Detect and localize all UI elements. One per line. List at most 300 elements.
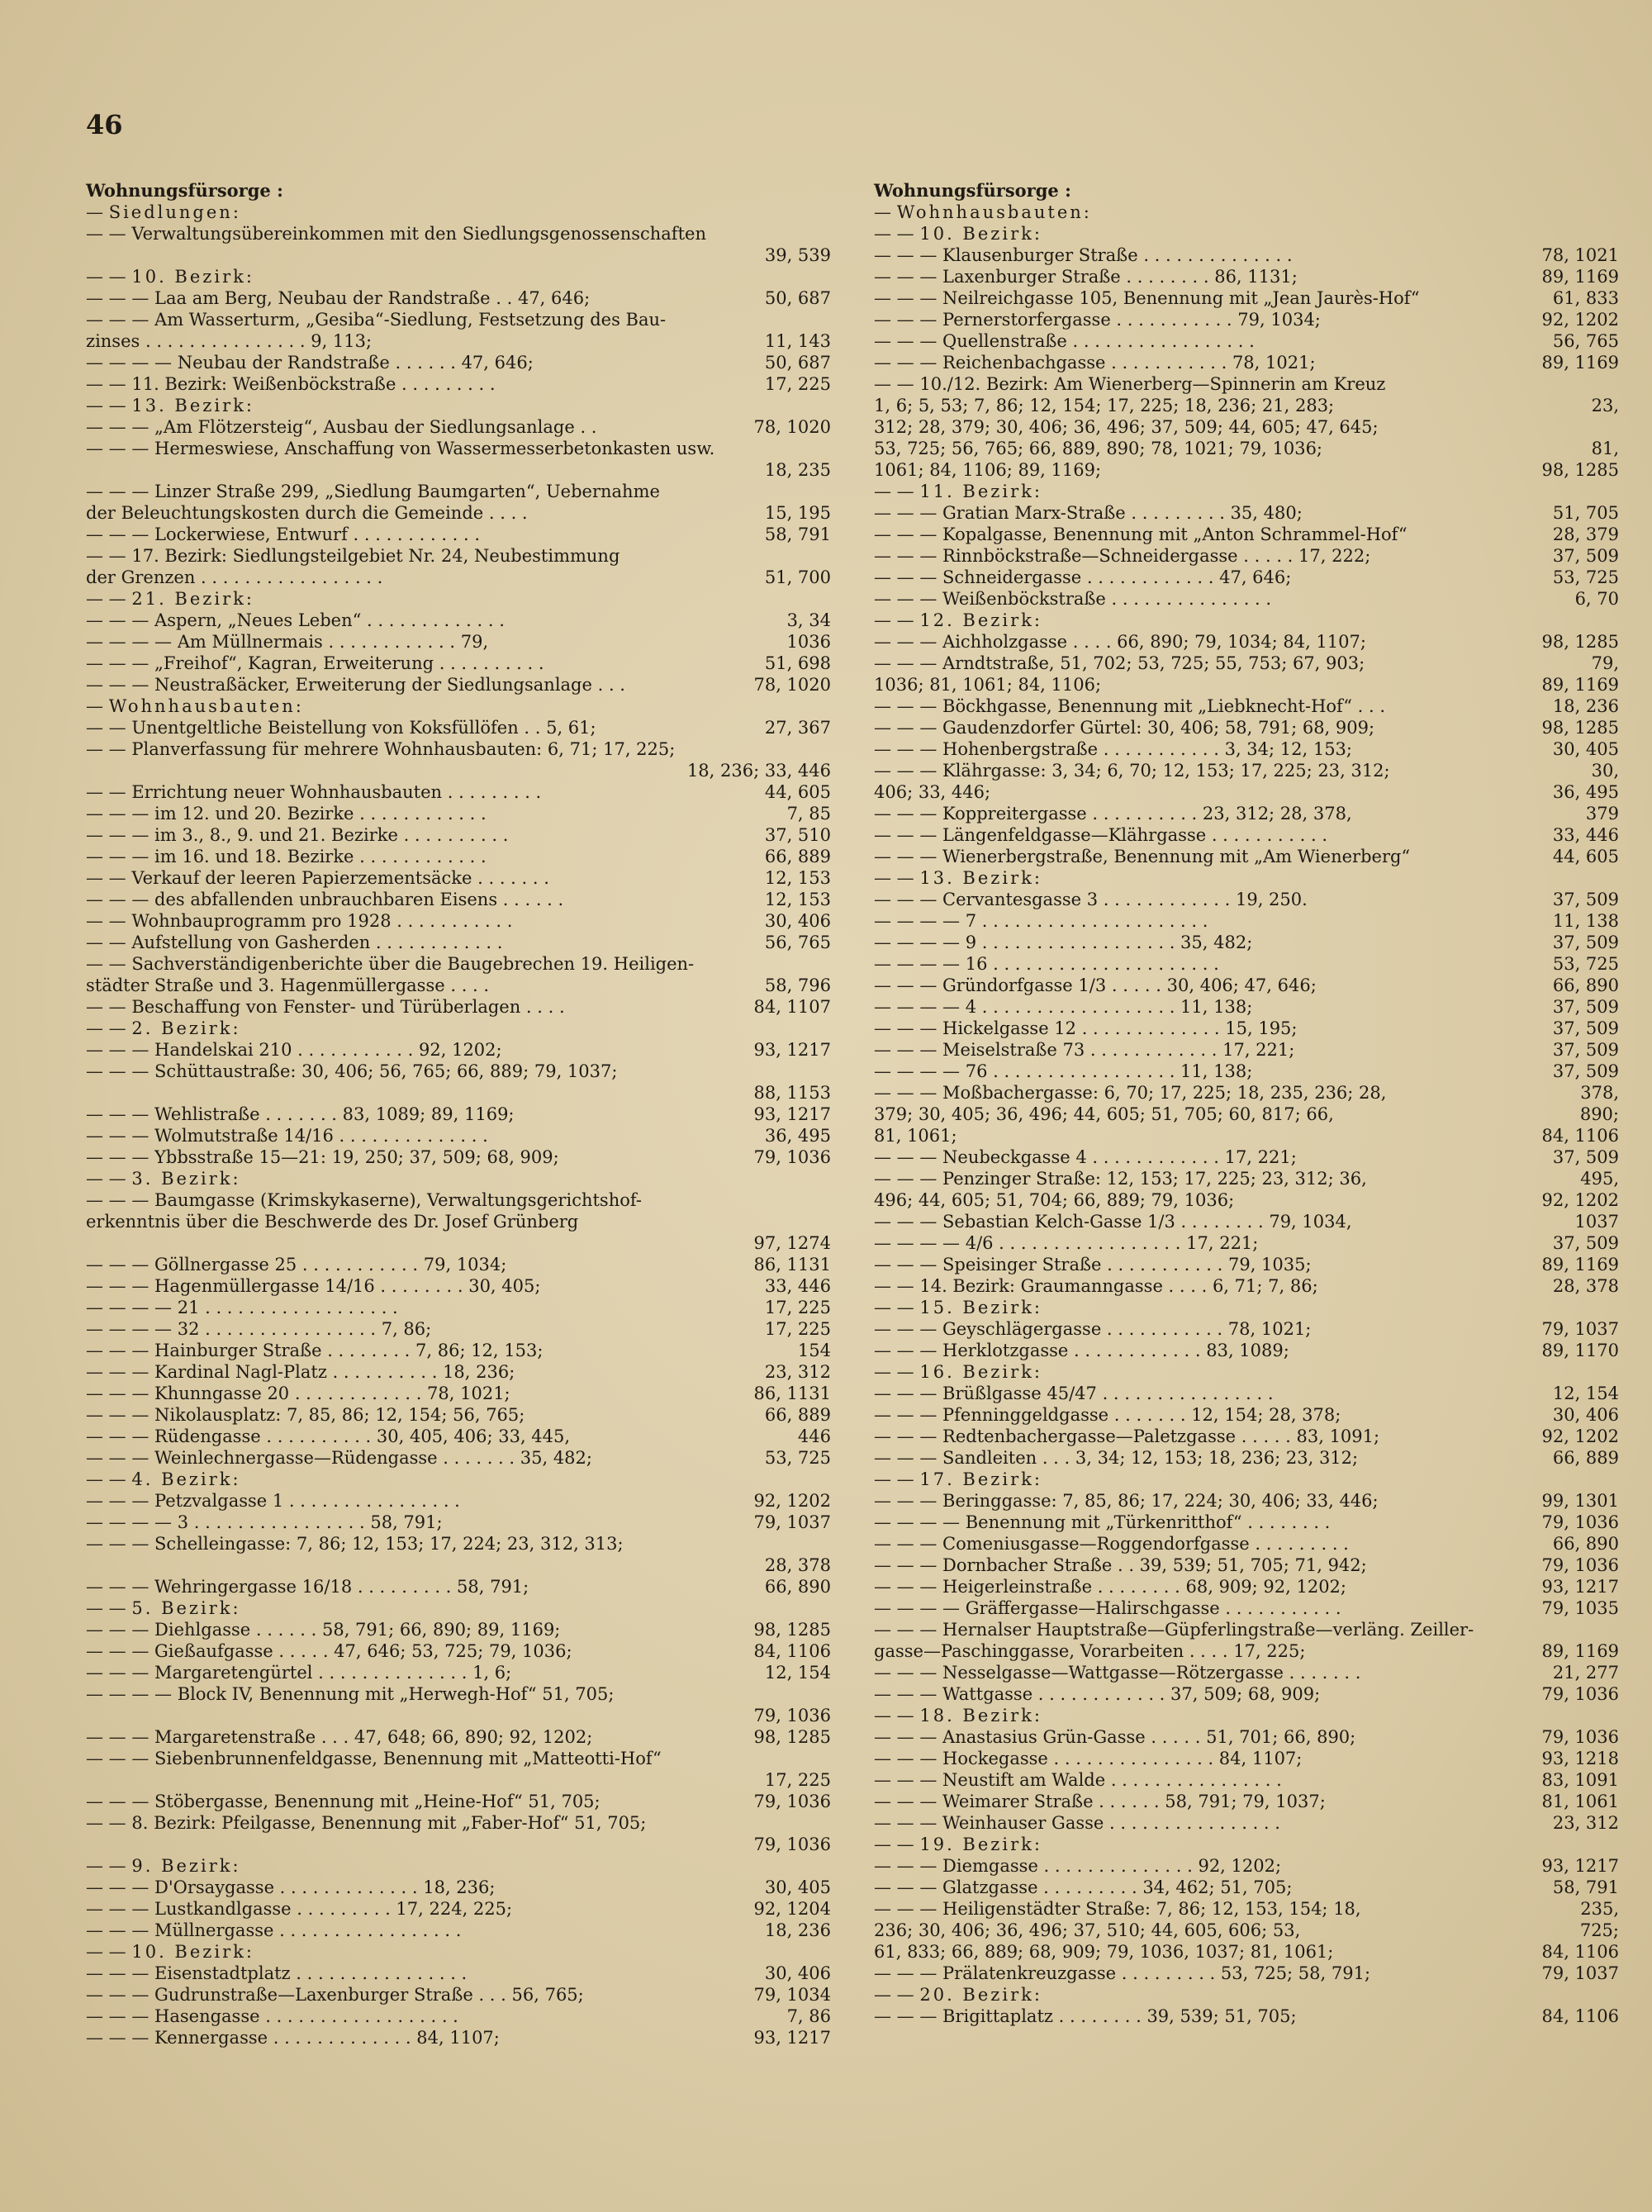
index-entry bbox=[86, 1769, 831, 1791]
entry-reference: 30, 406 bbox=[764, 1963, 831, 1983]
index-entry bbox=[86, 781, 831, 803]
entry-text: Brüßlgasse 45/47 . . . . . . . . . . . . . . . . bbox=[942, 1384, 1274, 1403]
entry-reference: 66, 889 bbox=[764, 847, 831, 866]
index-columns bbox=[86, 180, 1619, 2048]
index-entry bbox=[874, 1447, 1619, 1469]
entry-dashes: — — — bbox=[874, 288, 943, 308]
entry-text: Wohnbauprogramm pro 1928 . . . . . . . . . . . bbox=[131, 911, 513, 931]
index-entry bbox=[86, 309, 831, 330]
entry-reference: 92, 1202 bbox=[1541, 310, 1619, 330]
entry-reference: 18, 236; 33, 446 bbox=[686, 761, 831, 781]
entry-reference: 84, 1106 bbox=[1541, 1126, 1619, 1146]
index-entry bbox=[874, 1340, 1619, 1361]
index-entry bbox=[874, 202, 1619, 223]
entry-reference: 6, 70 bbox=[1574, 589, 1619, 609]
entry-dashes: — bbox=[86, 202, 109, 222]
entry-dashes: — — bbox=[86, 739, 132, 759]
entry-reference: 79, 1037 bbox=[1541, 1319, 1619, 1339]
index-entry bbox=[86, 1662, 831, 1683]
entry-text: Laxenburger Straße . . . . . . . . 86, 1131; bbox=[942, 267, 1298, 287]
entry-text: 21 . . . . . . . . . . . . . . . . . . bbox=[177, 1298, 398, 1317]
index-entry bbox=[874, 846, 1619, 867]
entry-text: 11. Bezirk: Weißenböckstraße . . . . . . . . . bbox=[131, 374, 496, 394]
entry-dashes: — — — bbox=[86, 1255, 155, 1275]
entry-dashes: — — — bbox=[874, 1770, 943, 1790]
entry-text: Khunngasse 20 . . . . . . . . . . . . 78, 1021; bbox=[154, 1384, 510, 1403]
entry-dashes: — — — bbox=[86, 610, 155, 630]
entry-dashes: — — — bbox=[86, 1448, 155, 1468]
entry-dashes: — — — bbox=[86, 525, 155, 544]
entry-text: des abfallenden unbrauchbaren Eisens . . . . . . bbox=[154, 890, 564, 909]
entry-dashes: — — bbox=[86, 868, 132, 888]
entry-dashes: — — — bbox=[86, 1663, 155, 1683]
entry-text: „Am Flötzersteig“, Ausbau der Siedlungsanlage . . bbox=[154, 417, 597, 437]
entry-reference: 79, 1036 bbox=[753, 1835, 831, 1854]
entry-text: Aufstellung von Gasherden . . . . . . . . . . . . bbox=[131, 933, 503, 952]
entry-text: Am Wasserturm, „Gesiba“-Siedlung, Festsetzung des Bau- bbox=[154, 310, 667, 330]
entry-text: Gratian Marx-Straße . . . . . . . . . 35, 480; bbox=[942, 503, 1303, 523]
entry-reference: 98, 1285 bbox=[1541, 632, 1619, 652]
entry-reference: 79, bbox=[1591, 653, 1619, 673]
entry-text: 9 . . . . . . . . . . . . . . . . . . 35, 482; bbox=[965, 933, 1253, 952]
index-entry bbox=[86, 760, 831, 781]
entry-dashes: — — — bbox=[874, 696, 943, 716]
entry-reference: 18, 235 bbox=[764, 460, 831, 480]
entry-text: Gräffergasse—Halirschgasse . . . . . . . . . . . bbox=[965, 1598, 1341, 1618]
entry-reference: 89, 1169 bbox=[1541, 1641, 1619, 1661]
entry-dashes: — — bbox=[86, 224, 132, 244]
entry-dashes: — — — bbox=[874, 1319, 943, 1339]
entry-text: Pfenninggeldgasse . . . . . . . 12, 154; 28, 378; bbox=[942, 1405, 1341, 1425]
index-entry bbox=[874, 1533, 1619, 1555]
entry-text: Hockegasse . . . . . . . . . . . . . . . 84, 1107; bbox=[942, 1749, 1303, 1768]
entry-text: 4/6 . . . . . . . . . . . . . . . . . 17, 221; bbox=[965, 1233, 1259, 1253]
index-entry bbox=[874, 395, 1619, 416]
entry-reference: 58, 791 bbox=[764, 525, 831, 544]
entry-dashes: — — — bbox=[874, 503, 943, 523]
entry-dashes: — — — bbox=[874, 1448, 943, 1468]
entry-reference: 79, 1036 bbox=[1541, 1555, 1619, 1575]
entry-reference: 89, 1169 bbox=[1541, 1255, 1619, 1275]
entry-reference: 27, 367 bbox=[764, 718, 831, 738]
entry-text: Klährgasse: 3, 34; 6, 70; 12, 153; 17, 225; 23, 312; bbox=[942, 761, 1390, 781]
entry-reference: 66, 890 bbox=[1552, 975, 1619, 995]
entry-text: gasse—Paschinggasse, Vorarbeiten . . . . 17, 225; bbox=[874, 1641, 1306, 1661]
entry-reference: 725; bbox=[1579, 1920, 1619, 1940]
index-entry bbox=[86, 996, 831, 1018]
entry-text: 16. Bezirk: bbox=[919, 1362, 1042, 1382]
index-entry bbox=[86, 1963, 831, 1984]
entry-reference: 23, bbox=[1591, 396, 1619, 415]
entry-reference: 78, 1020 bbox=[753, 417, 831, 437]
entry-text: Moßbachergasse: 6, 70; 17, 225; 18, 235, 236; 28, bbox=[942, 1083, 1387, 1103]
entry-reference: 89, 1169 bbox=[1541, 675, 1619, 695]
entry-dashes: — — — bbox=[874, 1083, 943, 1103]
index-entry bbox=[874, 1039, 1619, 1061]
index-entry bbox=[874, 1426, 1619, 1447]
entry-dashes: — — — bbox=[874, 1212, 943, 1232]
entry-dashes: — — bbox=[86, 997, 132, 1017]
entry-text: 10. Bezirk: bbox=[919, 224, 1042, 244]
entry-text: Herklotzgasse . . . . . . . . . . . . 83, 1089; bbox=[942, 1341, 1289, 1360]
entry-reference: 30, 406 bbox=[1552, 1405, 1619, 1425]
index-entry bbox=[86, 395, 831, 416]
entry-text: Margaretenstraße . . . 47, 648; 66, 890; 92, 1202; bbox=[154, 1727, 593, 1747]
index-entry bbox=[86, 910, 831, 932]
index-entry bbox=[86, 438, 831, 459]
entry-text: Aspern, „Neues Leben“ . . . . . . . . . . . . . bbox=[154, 610, 505, 630]
entry-text: Lustkandlgasse . . . . . . . . . 17, 224, 225; bbox=[154, 1899, 513, 1919]
entry-text: Neubeckgasse 4 . . . . . . . . . . . . 17, 221; bbox=[942, 1147, 1297, 1167]
entry-text: Redtenbachergasse—Paletzgasse . . . . . 83, 1091; bbox=[942, 1426, 1380, 1446]
entry-text: Kopalgasse, Benennung mit „Anton Schrammel-Hof“ bbox=[942, 525, 1408, 544]
entry-dashes: — — bbox=[86, 589, 132, 609]
index-entry bbox=[86, 502, 831, 524]
entry-reference: 37, 509 bbox=[1552, 546, 1619, 566]
entry-reference: 12, 154 bbox=[764, 1663, 831, 1683]
index-entry bbox=[86, 1039, 831, 1061]
entry-text: 312; 28, 379; 30, 406; 36, 496; 37, 509; 44, 605; 47, 645; bbox=[874, 417, 1379, 437]
index-entry bbox=[874, 266, 1619, 287]
entry-text: Schneidergasse . . . . . . . . . . . . 47, 646; bbox=[942, 567, 1292, 587]
entry-text: Wolmutstraße 14/16 . . . . . . . . . . . . . . bbox=[154, 1126, 488, 1146]
entry-dashes: — — — bbox=[874, 245, 943, 265]
entry-text: 1036; 81, 1061; 84, 1106; bbox=[874, 675, 1102, 695]
entry-reference: 53, 725 bbox=[1552, 954, 1619, 974]
entry-text: Aichholzgasse . . . . 66, 890; 79, 1034; 84, 1107; bbox=[942, 632, 1366, 652]
entry-text: 7 . . . . . . . . . . . . . . . . . . . . . bbox=[965, 911, 1208, 931]
index-entry bbox=[86, 695, 831, 717]
entry-text: Penzinger Straße: 12, 153; 17, 225; 23, 312; 36, bbox=[942, 1169, 1367, 1189]
index-entry bbox=[874, 1748, 1619, 1769]
index-entry bbox=[86, 481, 831, 502]
entry-dashes: — — — bbox=[874, 1555, 943, 1575]
index-entry bbox=[86, 867, 831, 889]
entry-dashes: — — — bbox=[86, 1920, 155, 1940]
index-entry bbox=[874, 567, 1619, 588]
index-entry bbox=[874, 760, 1619, 781]
entry-text: 32 . . . . . . . . . . . . . . . . 7, 86; bbox=[177, 1319, 432, 1339]
entry-text: 379; 30, 405; 36, 496; 44, 605; 51, 705; 60, 817; 66, bbox=[874, 1104, 1334, 1124]
entry-reference: 17, 225 bbox=[764, 1319, 831, 1339]
entry-dashes: — — — — bbox=[86, 353, 178, 373]
entry-dashes: — — — bbox=[874, 1620, 943, 1640]
entry-reference: 88, 1153 bbox=[753, 1083, 831, 1103]
entry-text: zinses . . . . . . . . . . . . . . . 9, 113; bbox=[86, 331, 373, 351]
entry-text: Verkauf der leeren Papierzementsäcke . . . . . . . bbox=[131, 868, 549, 888]
entry-dashes: — — — bbox=[874, 267, 943, 287]
entry-reference: 92, 1202 bbox=[1541, 1426, 1619, 1446]
entry-text: D'Orsaygasse . . . . . . . . . . . . . 18, 236; bbox=[154, 1877, 496, 1897]
index-entry bbox=[86, 953, 831, 975]
index-entry bbox=[874, 1769, 1619, 1791]
entry-reference: 154 bbox=[797, 1341, 831, 1360]
index-entry bbox=[874, 309, 1619, 330]
entry-dashes: — — — — bbox=[86, 1319, 178, 1339]
entry-dashes: — — bbox=[874, 1985, 920, 2005]
entry-text: Reichenbachgasse . . . . . . . . . . . 78, 1021; bbox=[942, 353, 1316, 373]
entry-reference: 53, 725 bbox=[1552, 567, 1619, 587]
index-entry bbox=[874, 653, 1619, 674]
entry-dashes: — — — bbox=[86, 1405, 155, 1425]
entry-reference: 37, 509 bbox=[1552, 933, 1619, 952]
entry-text: Klausenburger Straße . . . . . . . . . . . . . . bbox=[942, 245, 1293, 265]
index-entry bbox=[86, 1791, 831, 1812]
entry-dashes: — — — bbox=[874, 1341, 943, 1360]
index-entry bbox=[86, 1146, 831, 1168]
index-entry bbox=[874, 1318, 1619, 1340]
entry-dashes: — bbox=[874, 202, 897, 222]
entry-dashes: — — — — bbox=[86, 632, 178, 652]
index-entry bbox=[86, 803, 831, 824]
entry-text: 17. Bezirk: bbox=[919, 1469, 1042, 1489]
entry-text: Diemgasse . . . . . . . . . . . . . . 92, 1202; bbox=[942, 1856, 1282, 1876]
index-entry bbox=[874, 438, 1619, 459]
entry-dashes: — — — bbox=[874, 1727, 943, 1747]
index-entry bbox=[86, 1748, 831, 1769]
index-entry bbox=[874, 1920, 1619, 1941]
page-number: 46 bbox=[86, 109, 123, 140]
index-entry bbox=[874, 910, 1619, 932]
entry-reference: 28, 378 bbox=[764, 1555, 831, 1575]
entry-text: Hickelgasse 12 . . . . . . . . . . . . . 15, 195; bbox=[942, 1018, 1298, 1038]
index-entry bbox=[874, 1834, 1619, 1855]
entry-reference: 93, 1217 bbox=[753, 2028, 831, 2048]
entry-reference: 7, 86 bbox=[786, 2006, 831, 2026]
entry-reference: 12, 153 bbox=[764, 890, 831, 909]
entry-dashes: — — — bbox=[86, 1985, 155, 2005]
entry-dashes: — — — — bbox=[86, 1512, 178, 1532]
index-entry bbox=[86, 1984, 831, 2006]
index-entry bbox=[874, 975, 1619, 996]
entry-reference: 7, 85 bbox=[786, 804, 831, 824]
entry-text: Margaretengürtel . . . . . . . . . . . . . . 1, 6; bbox=[154, 1663, 512, 1683]
index-entry bbox=[86, 1812, 831, 1834]
entry-dashes: — — bbox=[874, 1276, 920, 1296]
entry-dashes: — — — bbox=[86, 1577, 155, 1597]
entry-text: Lockerwiese, Entwurf . . . . . . . . . . . . bbox=[154, 525, 481, 544]
index-entry bbox=[86, 1683, 831, 1705]
entry-dashes: — — — bbox=[86, 1040, 155, 1060]
entry-reference: 56, 765 bbox=[764, 933, 831, 952]
entry-dashes: — — bbox=[86, 911, 132, 931]
entry-text: Diehlgasse . . . . . . 58, 791; 66, 890; 89, 1169; bbox=[154, 1620, 561, 1640]
entry-reference: 39, 539 bbox=[764, 245, 831, 265]
entry-dashes: — — — bbox=[86, 482, 155, 501]
entry-reference: 28, 379 bbox=[1552, 525, 1619, 544]
entry-reference: 93, 1217 bbox=[1541, 1856, 1619, 1876]
index-entry bbox=[86, 1018, 831, 1039]
entry-dashes: — — — bbox=[86, 1362, 155, 1382]
index-entry bbox=[86, 1490, 831, 1512]
entry-text: 1, 6; 5, 53; 7, 86; 12, 154; 17, 225; 18, 236; 21, 283; bbox=[874, 396, 1335, 415]
entry-dashes: — — — bbox=[874, 567, 943, 587]
entry-text: Errichtung neuer Wohnhausbauten . . . . . . . . . bbox=[131, 782, 542, 802]
index-entry bbox=[874, 1254, 1619, 1275]
entry-text: Längenfeldgasse—Klährgasse . . . . . . . . . . . bbox=[942, 825, 1328, 845]
entry-dashes: — — — bbox=[874, 353, 943, 373]
entry-dashes: — — — bbox=[874, 1491, 943, 1511]
entry-dashes: — — — — bbox=[86, 1298, 178, 1317]
index-entry bbox=[874, 1984, 1619, 2006]
entry-reference: 30, 405 bbox=[1552, 739, 1619, 759]
entry-dashes: — — — bbox=[874, 975, 943, 995]
entry-dashes: — — — — bbox=[874, 1512, 966, 1532]
index-entry bbox=[86, 674, 831, 695]
entry-text: Göllnergasse 25 . . . . . . . . . . . 79, 1034; bbox=[154, 1255, 507, 1275]
index-entry bbox=[874, 1512, 1619, 1533]
entry-dashes: — — — bbox=[874, 1405, 943, 1425]
index-entry bbox=[86, 1426, 831, 1447]
entry-dashes: — — — bbox=[874, 653, 943, 673]
index-entry bbox=[874, 1812, 1619, 1834]
entry-text: Stöbergasse, Benennung mit „Heine-Hof“ 51, 705; bbox=[154, 1792, 601, 1811]
entry-reference: 36, 495 bbox=[1552, 782, 1619, 802]
index-entry bbox=[86, 1125, 831, 1146]
entry-text: 16 . . . . . . . . . . . . . . . . . . . . . bbox=[965, 954, 1219, 974]
index-entry bbox=[86, 567, 831, 588]
index-entry bbox=[86, 287, 831, 309]
entry-text: 11. Bezirk: bbox=[919, 482, 1042, 501]
entry-dashes: — — — bbox=[86, 1877, 155, 1897]
entry-reference: 37, 509 bbox=[1552, 1233, 1619, 1253]
index-entry bbox=[86, 545, 831, 567]
entry-text: 5. Bezirk: bbox=[131, 1598, 241, 1618]
entry-reference: 81, 1061 bbox=[1541, 1792, 1619, 1811]
entry-dashes: — — — — bbox=[874, 1598, 966, 1618]
index-entry bbox=[874, 781, 1619, 803]
entry-dashes: — — — bbox=[874, 1384, 943, 1403]
entry-dashes: — — — bbox=[86, 1190, 155, 1210]
entry-dashes: — — — bbox=[874, 1684, 943, 1704]
index-entry bbox=[874, 1383, 1619, 1404]
index-entry bbox=[874, 1490, 1619, 1512]
entry-reference: 11, 143 bbox=[764, 331, 831, 351]
entry-reference: 79, 1037 bbox=[753, 1512, 831, 1532]
entry-text: Siedlungen: bbox=[108, 202, 241, 222]
index-entry bbox=[86, 1941, 831, 1963]
entry-dashes: — — — bbox=[86, 1792, 155, 1811]
entry-dashes: — — — — bbox=[874, 1233, 966, 1253]
index-entry bbox=[86, 266, 831, 287]
entry-text: Siebenbrunnenfeldgasse, Benennung mit „Matteotti-Hof“ bbox=[154, 1749, 662, 1768]
entry-reference: 37, 509 bbox=[1552, 1061, 1619, 1081]
entry-dashes: — — bbox=[874, 1298, 920, 1317]
entry-dashes: — — bbox=[86, 1942, 132, 1962]
entry-text: Geyschlägergasse . . . . . . . . . . . 78, 1021; bbox=[942, 1319, 1312, 1339]
index-entry bbox=[874, 996, 1619, 1018]
entry-dashes: — — — bbox=[874, 546, 943, 566]
entry-dashes: — — — bbox=[874, 825, 943, 845]
entry-dashes: — — — bbox=[86, 1061, 155, 1081]
index-entry bbox=[86, 373, 831, 395]
entry-text: Nikolausplatz: 7, 85, 86; 12, 154; 56, 765; bbox=[154, 1405, 525, 1425]
entry-text: 2. Bezirk: bbox=[131, 1018, 241, 1038]
entry-dashes: — — — bbox=[874, 1169, 943, 1189]
entry-reference: 98, 1285 bbox=[1541, 460, 1619, 480]
entry-text: Böckhgasse, Benennung mit „Liebknecht-Hof“ . . . bbox=[942, 696, 1386, 716]
entry-reference: 36, 495 bbox=[764, 1126, 831, 1146]
entry-reference: 89, 1169 bbox=[1541, 353, 1619, 373]
entry-dashes: — — — bbox=[86, 1620, 155, 1640]
entry-reference: 79, 1036 bbox=[753, 1706, 831, 1725]
entry-text: Handelskai 210 . . . . . . . . . . . 92, 1202; bbox=[154, 1040, 502, 1060]
entry-reference: 92, 1202 bbox=[1541, 1190, 1619, 1210]
entry-reference: 17, 225 bbox=[764, 374, 831, 394]
index-entry bbox=[874, 1125, 1619, 1146]
entry-dashes: — — — bbox=[874, 1426, 943, 1446]
index-entry bbox=[874, 824, 1619, 846]
index-entry bbox=[874, 287, 1619, 309]
entry-dashes: — — — bbox=[874, 1792, 943, 1811]
entry-dashes: — — — bbox=[874, 632, 943, 652]
entry-text: Glatzgasse . . . . . . . . . 34, 462; 51, 705; bbox=[942, 1877, 1293, 1897]
entry-dashes: — — — bbox=[874, 1856, 943, 1876]
entry-text: Anastasius Grün-Gasse . . . . . 51, 701; 66, 890; bbox=[942, 1727, 1356, 1747]
entry-reference: 84, 1106 bbox=[753, 1641, 831, 1661]
entry-dashes: — — — bbox=[874, 804, 943, 824]
entry-reference: 379 bbox=[1585, 804, 1619, 824]
index-entry bbox=[86, 932, 831, 953]
index-entry bbox=[86, 631, 831, 653]
index-entry bbox=[86, 1104, 831, 1125]
index-entry bbox=[86, 717, 831, 738]
index-entry bbox=[874, 588, 1619, 610]
entry-reference: 51, 700 bbox=[764, 567, 831, 587]
entry-text: 496; 44, 605; 51, 704; 66, 889; 79, 1036; bbox=[874, 1190, 1235, 1210]
entry-dashes: — — — bbox=[874, 525, 943, 544]
entry-reference: 37, 510 bbox=[764, 825, 831, 845]
entry-reference: 37, 509 bbox=[1552, 1147, 1619, 1167]
index-entry bbox=[874, 1404, 1619, 1426]
entry-dashes: — — — bbox=[86, 417, 155, 437]
entry-reference: 17, 225 bbox=[764, 1770, 831, 1790]
entry-text: Wohnhausbauten: bbox=[896, 202, 1092, 222]
index-entry bbox=[86, 1469, 831, 1490]
index-entry bbox=[86, 2027, 831, 2048]
index-entry bbox=[86, 1404, 831, 1426]
index-entry bbox=[874, 223, 1619, 244]
entry-dashes: — — — bbox=[86, 1641, 155, 1661]
index-entry bbox=[86, 1640, 831, 1662]
entry-text: Linzer Straße 299, „Siedlung Baumgarten“, Uebernahme bbox=[154, 482, 660, 501]
index-entry bbox=[874, 1941, 1619, 1963]
entry-text: 21. Bezirk: bbox=[131, 589, 254, 609]
entry-dashes: — — — bbox=[874, 1963, 943, 1983]
entry-reference: 11, 138 bbox=[1552, 911, 1619, 931]
index-entry bbox=[86, 1877, 831, 1898]
entry-reference: 84, 1106 bbox=[1541, 1942, 1619, 1962]
entry-dashes: — — — bbox=[874, 718, 943, 738]
entry-dashes: — — — bbox=[86, 675, 155, 695]
entry-reference: 79, 1034 bbox=[753, 1985, 831, 2005]
entry-dashes: — — — — bbox=[86, 1684, 178, 1704]
entry-text: 19. Bezirk: bbox=[919, 1835, 1042, 1854]
entry-text: Hermeswiese, Anschaffung von Wassermesserbetonkasten usw. bbox=[154, 439, 715, 458]
entry-dashes: — — — bbox=[86, 1276, 155, 1296]
entry-text: Planverfassung für mehrere Wohnhausbauten: 6, 71; 17, 225; bbox=[131, 739, 676, 759]
entry-text: 13. Bezirk: bbox=[919, 868, 1042, 888]
entry-dashes: — — bbox=[874, 1362, 920, 1382]
entry-reference: 92, 1202 bbox=[753, 1491, 831, 1511]
entry-text: Cervantesgasse 3 . . . . . . . . . . . . 19, 250. bbox=[942, 890, 1308, 909]
entry-reference: 37, 509 bbox=[1552, 997, 1619, 1017]
index-entry bbox=[874, 1597, 1619, 1619]
entry-text: 15. Bezirk: bbox=[919, 1298, 1042, 1317]
entry-reference: 37, 509 bbox=[1552, 890, 1619, 909]
entry-text: 12. Bezirk: bbox=[919, 610, 1042, 630]
entry-text: Gründorfgasse 1/3 . . . . . 30, 406; 47, 646; bbox=[942, 975, 1317, 995]
